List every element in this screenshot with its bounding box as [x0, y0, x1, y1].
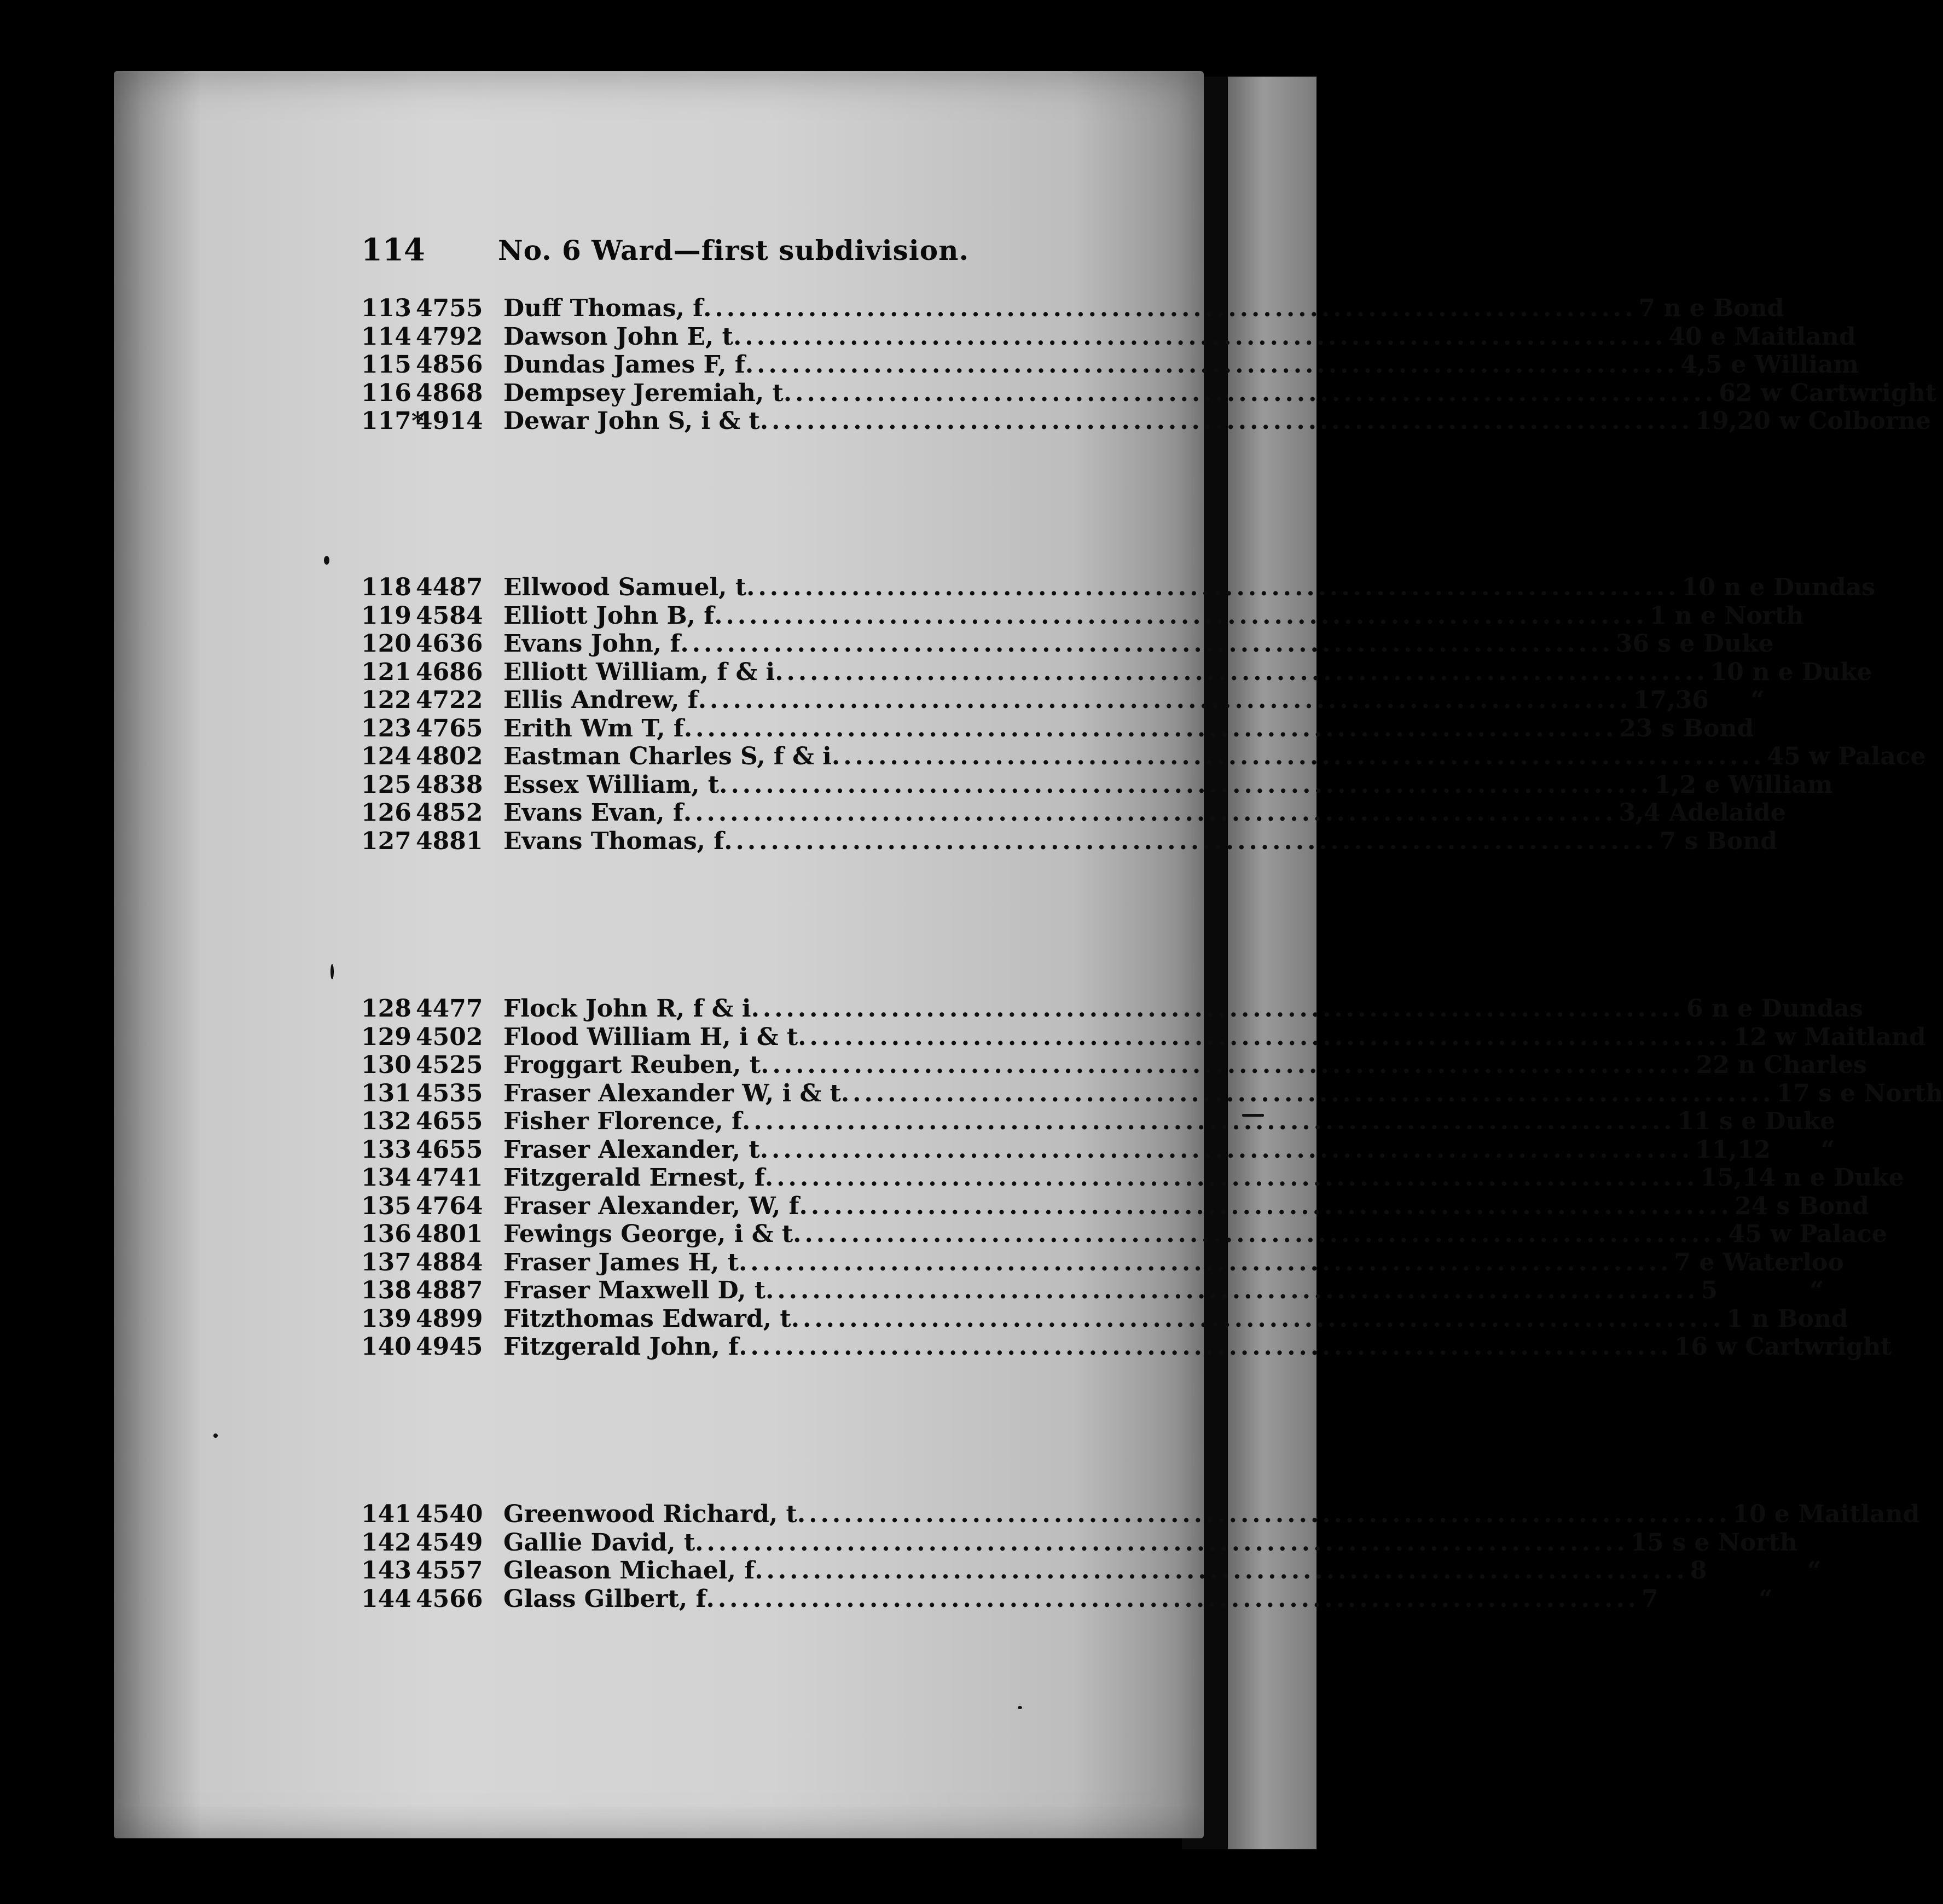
- entry-location: 11 s e Duke: [1677, 1107, 1836, 1135]
- entry-line: [503, 827, 1777, 856]
- entry-name: Fraser Alexander W, i & t: [503, 1079, 841, 1107]
- dot-leader: ................................................................................: [739, 1333, 1672, 1361]
- entry-location: 4,5 e William: [1680, 351, 1859, 379]
- entry-location: 10 n e Dundas: [1681, 573, 1875, 601]
- entry-assessment-number: 4636: [416, 630, 483, 658]
- entry-name: Gleason Michael, f: [503, 1557, 755, 1584]
- entry-line: [503, 1500, 1920, 1529]
- entry-name: Eastman Charles S, f & i: [503, 742, 832, 770]
- entry-name: Essex William, t: [503, 770, 720, 799]
- list-item: [361, 379, 1936, 408]
- entry-location: 1,2 e William: [1654, 770, 1833, 799]
- entry-location: 23 s Bond: [1619, 714, 1754, 742]
- entry-name: Dempsey Jeremiah, t: [503, 379, 784, 407]
- entry-sequence-number: 114: [361, 322, 411, 351]
- list-item: [361, 686, 1765, 715]
- list-item: [361, 827, 1777, 856]
- entry-sequence-number: 131: [361, 1079, 411, 1107]
- entry-location: 1 n e North: [1649, 601, 1804, 630]
- dot-leader: ................................................................................: [799, 1192, 1732, 1220]
- list-item: [361, 1135, 1886, 1164]
- entry-assessment-number: 4765: [416, 714, 483, 742]
- list-item: [361, 1333, 1892, 1361]
- dot-leader: ................................................................................: [840, 1079, 1774, 1107]
- entry-location: 10 e Maitland: [1732, 1500, 1920, 1528]
- entry-location: 45 w Palace: [1767, 742, 1926, 770]
- entry-name: Flood William H, i & t: [503, 1023, 798, 1051]
- entry-sequence-number: 133: [361, 1135, 411, 1164]
- entry-name: Elliott William, f & i: [503, 658, 775, 686]
- entry-line: [503, 379, 1936, 408]
- entry-location: 40 e Maitland: [1668, 322, 1856, 351]
- dot-leader: ................................................................................: [703, 294, 1637, 322]
- entry-name: Evans Evan, f: [503, 799, 683, 827]
- list-item: [361, 1079, 1943, 1108]
- entry-assessment-number: 4887: [416, 1276, 483, 1304]
- entry-sequence-number: 119: [361, 601, 411, 630]
- dot-leader: ................................................................................: [761, 1051, 1694, 1079]
- entry-assessment-number: 4881: [416, 827, 483, 855]
- entry-name: Glass Gilbert, f: [503, 1584, 706, 1613]
- entry-location: 22 n Charles: [1696, 1051, 1867, 1079]
- entry-line: [503, 714, 1754, 743]
- list-item: [361, 1220, 1887, 1249]
- entry-sequence-number: 115: [361, 351, 411, 379]
- dot-leader: ................................................................................: [775, 658, 1708, 686]
- entry-assessment-number: 4868: [416, 379, 483, 407]
- entry-line: [503, 407, 1931, 436]
- page-header: [361, 232, 1072, 270]
- entry-name: Gallie David, t: [503, 1528, 695, 1557]
- entry-assessment-number: 4755: [416, 294, 483, 322]
- entry-line: [503, 1079, 1943, 1108]
- entry-assessment-number: 4525: [416, 1051, 483, 1079]
- entry-sequence-number: 118: [361, 573, 411, 601]
- speck: [330, 964, 334, 979]
- entry-name: Elliott John B, f: [503, 601, 715, 630]
- entry-location: 36 s e Duke: [1615, 630, 1774, 658]
- entry-assessment-number: 4838: [416, 770, 483, 799]
- entry-location: 5 “: [1701, 1276, 1874, 1304]
- list-item: [361, 351, 1859, 379]
- list-item: [361, 1192, 1869, 1221]
- dot-leader: ................................................................................: [751, 995, 1685, 1023]
- dot-leader: ................................................................................: [714, 601, 1648, 630]
- entry-assessment-number: 4802: [416, 742, 483, 770]
- entry-line: [503, 742, 1926, 771]
- list-item: [361, 1164, 1904, 1192]
- list-item: [361, 1557, 1872, 1585]
- entry-sequence-number: 136: [361, 1220, 411, 1248]
- entry-location: 17 s e North: [1776, 1079, 1943, 1107]
- dot-leader: ................................................................................: [798, 1023, 1731, 1051]
- entry-name: Greenwood Richard, t: [503, 1500, 797, 1528]
- entry-name: Duff Thomas, f: [503, 294, 704, 322]
- entry-sequence-number: 127: [361, 827, 411, 855]
- entry-line: [503, 1248, 1844, 1277]
- entry-location: 3,4 Adelaide: [1619, 799, 1786, 827]
- list-item: [361, 658, 1872, 687]
- entry-assessment-number: 4540: [416, 1500, 483, 1528]
- entry-location: 16 w Cartwright: [1674, 1333, 1892, 1361]
- dot-leader: ................................................................................: [759, 1135, 1693, 1164]
- entry-line: [503, 1528, 1797, 1557]
- entry-name: Froggart Reuben, t: [503, 1051, 761, 1079]
- dot-leader: ................................................................................: [683, 799, 1617, 827]
- list-item: [361, 1248, 1844, 1277]
- entry-line: [503, 573, 1875, 602]
- entry-location: 19,20 w Colborne: [1695, 407, 1931, 435]
- entry-line: [503, 1333, 1892, 1361]
- entry-line: [503, 1220, 1887, 1249]
- entry-location: 7 “: [1641, 1584, 1823, 1613]
- entry-name: Evans Thomas, f: [503, 827, 724, 855]
- entry-location: 62 w Cartwright: [1719, 379, 1936, 407]
- entry-group-e: [361, 573, 1926, 855]
- dot-leader: ................................................................................: [746, 573, 1680, 601]
- list-item: [361, 1276, 1874, 1305]
- entry-sequence-number: 116: [361, 379, 411, 407]
- dot-leader: ................................................................................: [783, 379, 1717, 407]
- list-item: [361, 601, 1804, 630]
- dot-leader: ................................................................................: [764, 1164, 1698, 1192]
- entry-location: 11,12 “: [1695, 1135, 1886, 1164]
- entry-assessment-number: 4899: [416, 1304, 483, 1333]
- entry-name: Fitzthomas Edward, t: [503, 1304, 791, 1333]
- entry-name: Fewings George, i & t: [503, 1220, 793, 1248]
- entry-sequence-number: 126: [361, 799, 411, 827]
- dot-leader: ................................................................................: [831, 742, 1765, 770]
- speck: [324, 556, 329, 565]
- list-item: [361, 322, 1856, 351]
- entry-assessment-number: 4655: [416, 1107, 483, 1135]
- entry-group-f: [361, 995, 1943, 1361]
- entry-assessment-number: 4722: [416, 686, 483, 714]
- dot-leader: ................................................................................: [765, 1276, 1699, 1304]
- dot-leader: ................................................................................: [695, 1528, 1628, 1557]
- entry-assessment-number: 4566: [416, 1584, 483, 1613]
- entry-assessment-number: 4686: [416, 658, 483, 686]
- entry-location: 7 s Bond: [1659, 827, 1777, 855]
- speck: [1018, 1706, 1022, 1709]
- dot-leader: ................................................................................: [733, 322, 1667, 351]
- entry-name: Dawson John E, t: [503, 322, 733, 351]
- page-number: 114: [361, 232, 425, 268]
- entry-location: 6 n e Dundas: [1686, 995, 1863, 1023]
- entry-sequence-number: 130: [361, 1051, 411, 1079]
- entry-line: [503, 1135, 1886, 1164]
- entry-line: [503, 294, 1784, 323]
- dot-leader: ................................................................................: [755, 1557, 1688, 1584]
- entry-name: Fraser Alexander, t: [503, 1135, 760, 1164]
- entry-sequence-number: 134: [361, 1164, 411, 1192]
- entry-sequence-number: 117*: [361, 407, 424, 435]
- dot-leader: ................................................................................: [724, 827, 1657, 855]
- entry-line: [503, 322, 1856, 351]
- dot-leader: ................................................................................: [698, 686, 1632, 714]
- entry-line: [503, 1107, 1836, 1136]
- entry-sequence-number: 141: [361, 1500, 411, 1528]
- list-item: [361, 294, 1784, 323]
- entry-assessment-number: 4477: [416, 995, 483, 1023]
- list-item: [361, 1528, 1797, 1557]
- list-item: [361, 1051, 1867, 1079]
- entry-location: 15 s e North: [1630, 1528, 1797, 1557]
- entry-sequence-number: 129: [361, 1023, 411, 1051]
- entry-name: Erith Wm T, f: [503, 714, 684, 742]
- list-item: [361, 995, 1863, 1023]
- entry-assessment-number: 4655: [416, 1135, 483, 1164]
- list-item: [361, 1304, 1848, 1333]
- entry-location: 7 n e Bond: [1638, 294, 1784, 322]
- entry-name: Fisher Florence, f: [503, 1107, 743, 1135]
- entry-sequence-number: 144: [361, 1584, 411, 1613]
- entry-group-d: [361, 294, 1936, 436]
- dot-leader: ................................................................................: [706, 1584, 1639, 1613]
- entry-line: [503, 601, 1804, 630]
- entry-name: Ellwood Samuel, t: [503, 573, 747, 601]
- speck: [213, 1433, 218, 1438]
- entry-line: [503, 1584, 1823, 1613]
- entry-location: 1 n Bond: [1726, 1304, 1848, 1333]
- entry-assessment-number: 4741: [416, 1164, 483, 1192]
- entry-sequence-number: 143: [361, 1557, 411, 1584]
- dot-leader: ................................................................................: [745, 351, 1679, 379]
- entry-location: 17,36 “: [1633, 686, 1765, 714]
- entry-sequence-number: 135: [361, 1192, 411, 1220]
- entry-name: Fitzgerald John, f: [503, 1333, 739, 1361]
- entry-location: 8 “: [1690, 1557, 1872, 1584]
- entry-name: Evans John, f: [503, 630, 681, 658]
- entry-sequence-number: 137: [361, 1248, 411, 1276]
- entry-line: [503, 658, 1872, 687]
- entry-sequence-number: 125: [361, 770, 411, 799]
- entry-sequence-number: 139: [361, 1304, 411, 1333]
- entry-assessment-number: 4945: [416, 1333, 483, 1361]
- entry-assessment-number: 4502: [416, 1023, 483, 1051]
- list-item: [361, 630, 1774, 658]
- list-item: [361, 770, 1833, 799]
- entry-name: Fitzgerald Ernest, f: [503, 1164, 765, 1192]
- entry-assessment-number: 4856: [416, 351, 483, 379]
- entry-name: Fraser Alexander, W, f: [503, 1192, 799, 1220]
- entry-group-g: [361, 1500, 1920, 1613]
- entry-sequence-number: 113: [361, 294, 411, 322]
- entry-name: Ellis Andrew, f: [503, 686, 698, 714]
- entry-line: [503, 799, 1786, 827]
- list-item: [361, 742, 1926, 771]
- list-item: [361, 1584, 1823, 1613]
- dot-leader: ................................................................................: [680, 630, 1614, 658]
- entry-line: [503, 1276, 1874, 1305]
- entry-assessment-number: 4764: [416, 1192, 483, 1220]
- entry-line: [503, 1304, 1848, 1333]
- dot-leader: ................................................................................: [742, 1107, 1675, 1135]
- entry-sequence-number: 128: [361, 995, 411, 1023]
- entry-name: Dundas James F, f: [503, 351, 745, 379]
- dot-leader: ................................................................................: [797, 1500, 1731, 1528]
- entry-sequence-number: 123: [361, 714, 411, 742]
- entry-sequence-number: 122: [361, 686, 411, 714]
- entry-assessment-number: 4535: [416, 1079, 483, 1107]
- entry-sequence-number: 124: [361, 742, 411, 770]
- dot-leader: ................................................................................: [791, 1304, 1725, 1333]
- entry-sequence-number: 142: [361, 1528, 411, 1557]
- list-item: [361, 1023, 1926, 1052]
- entry-line: [503, 686, 1765, 715]
- entry-name: Fraser Maxwell D, t: [503, 1276, 766, 1304]
- entry-sequence-number: 140: [361, 1333, 411, 1361]
- entry-assessment-number: 4549: [416, 1528, 483, 1557]
- entry-name: Dewar John S, i & t: [503, 407, 760, 435]
- entry-sequence-number: 138: [361, 1276, 411, 1304]
- entry-location: 24 s Bond: [1734, 1192, 1869, 1220]
- entry-assessment-number: 4914: [416, 407, 483, 435]
- entry-line: [503, 995, 1863, 1023]
- dot-leader: ................................................................................: [759, 407, 1693, 435]
- list-item: [361, 407, 1931, 436]
- entry-location: 15,14 n e Duke: [1700, 1164, 1904, 1192]
- entry-line: [503, 351, 1859, 379]
- list-item: [361, 573, 1875, 602]
- entry-location: 12 w Maitland: [1733, 1023, 1926, 1051]
- dot-leader: ................................................................................: [683, 714, 1617, 742]
- entry-line: [503, 1051, 1867, 1079]
- entry-name: Flock John R, f & i: [503, 995, 751, 1023]
- dot-leader: ................................................................................: [738, 1248, 1672, 1276]
- entry-assessment-number: 4584: [416, 601, 483, 630]
- entry-line: [503, 1192, 1869, 1221]
- entry-line: [503, 630, 1774, 658]
- entry-assessment-number: 4792: [416, 322, 483, 351]
- entry-sequence-number: 120: [361, 630, 411, 658]
- dot-leader: ................................................................................: [719, 770, 1652, 799]
- list-item: [361, 1500, 1920, 1529]
- entry-line: [503, 1164, 1904, 1192]
- entry-assessment-number: 4557: [416, 1557, 483, 1584]
- entry-assessment-number: 4487: [416, 573, 483, 601]
- entry-location: 7 e Waterloo: [1674, 1248, 1844, 1276]
- entry-location: 45 w Palace: [1728, 1220, 1887, 1248]
- entry-location: 10 n e Duke: [1710, 658, 1872, 686]
- list-item: [361, 1107, 1836, 1136]
- entry-line: [503, 770, 1833, 799]
- entry-line: [503, 1023, 1926, 1052]
- list-item: [361, 714, 1754, 743]
- entry-sequence-number: 121: [361, 658, 411, 686]
- entry-assessment-number: 4852: [416, 799, 483, 827]
- entry-sequence-number: 132: [361, 1107, 411, 1135]
- running-title: No. 6 Ward—first subdivision.: [498, 234, 969, 266]
- entry-assessment-number: 4801: [416, 1220, 483, 1248]
- entry-line: [503, 1557, 1872, 1585]
- dot-leader: ................................................................................: [793, 1220, 1726, 1248]
- entry-name: Fraser James H, t: [503, 1248, 739, 1276]
- list-item: [361, 799, 1786, 827]
- entry-assessment-number: 4884: [416, 1248, 483, 1276]
